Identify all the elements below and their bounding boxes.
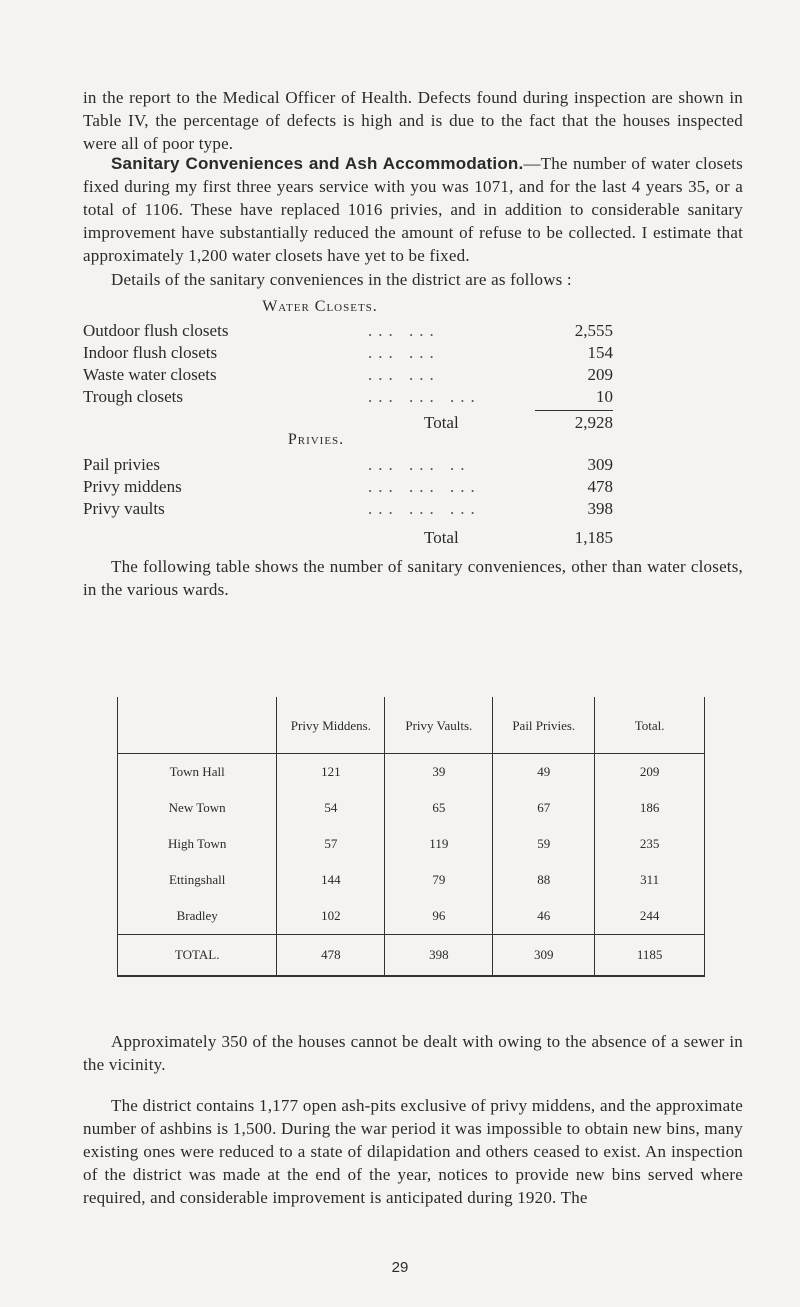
- item-label: Outdoor flush closets: [83, 321, 229, 340]
- header-cell: Pail Privies.: [493, 697, 595, 754]
- header-cell: Total.: [595, 697, 705, 754]
- table-cell: 49: [493, 754, 595, 791]
- table-cell: 478: [277, 935, 385, 977]
- table-cell: 235: [595, 826, 705, 862]
- item-label: Pail privies: [83, 455, 160, 474]
- ward-name: Town Hall: [118, 754, 277, 791]
- table-row: [118, 826, 705, 862]
- privies-total-label: Total: [424, 528, 459, 547]
- table-row: [118, 898, 705, 935]
- leader-dots: ... ... ...: [368, 477, 481, 496]
- header-cell: Privy Vaults.: [385, 697, 493, 754]
- ward-name: Ettingshall: [118, 862, 277, 898]
- table-cell: 144: [277, 862, 385, 898]
- header-cell: Privy Middens.: [277, 697, 385, 754]
- table-cell: 311: [595, 862, 705, 898]
- list-item: [83, 499, 613, 521]
- ward-name: High Town: [118, 826, 277, 862]
- leader-dots: ... ... ..: [368, 455, 471, 474]
- table-cell: 39: [385, 754, 493, 791]
- list-item: [83, 477, 613, 499]
- list-item: [83, 387, 613, 409]
- table-cell: 57: [277, 826, 385, 862]
- wards-table: [117, 697, 705, 977]
- table-cell: 46: [493, 898, 595, 935]
- table-cell: 309: [493, 935, 595, 977]
- leader-dots: ... ...: [368, 365, 440, 384]
- total-label: TOTAL.: [118, 935, 277, 977]
- table-cell: 121: [277, 754, 385, 791]
- item-value: 2,555: [574, 321, 613, 340]
- sanitary-text: —The number of water closets fixed during my first three years service with you was 1071, and for the last 4 years 35, or a total of 1106. These have replaced 1016 privies, and in addition to considerable sanitary improvement have substantially reduced the amount of refuse to be collected. I estimate that approximately 1,200 water closets have yet to be fixed.: [83, 154, 743, 265]
- table-header-row: [118, 697, 705, 754]
- table-intro: The following table shows the number of sanitary conveniences, other than water closets, in the various wards.: [83, 557, 743, 599]
- water-closets-title: Water Closets.: [262, 298, 378, 315]
- table-cell: 398: [385, 935, 493, 977]
- table-cell: 119: [385, 826, 493, 862]
- table-row: [118, 754, 705, 791]
- water-closets-total-label: Total: [424, 413, 459, 432]
- ward-name: Bradley: [118, 898, 277, 935]
- sanitary-heading: Sanitary Conveniences and Ash Accommodation.: [111, 154, 524, 173]
- item-value: 154: [587, 343, 613, 362]
- privies-list: [83, 455, 613, 521]
- list-item: [83, 365, 613, 387]
- leader-dots: ... ... ...: [368, 387, 481, 406]
- leader-dots: ... ...: [368, 343, 440, 362]
- water-closets-total-value: 2,928: [574, 413, 613, 432]
- table-cell: 244: [595, 898, 705, 935]
- table-cell: 88: [493, 862, 595, 898]
- table-cell: 96: [385, 898, 493, 935]
- leader-dots: ... ... ...: [368, 499, 481, 518]
- privies-title: Privies.: [287, 431, 345, 448]
- table-cell: 186: [595, 790, 705, 826]
- ward-name: New Town: [118, 790, 277, 826]
- list-item: [83, 455, 613, 477]
- sanitary-paragraph: [83, 152, 743, 267]
- table-cell: 59: [493, 826, 595, 862]
- total-rule: [535, 410, 613, 411]
- water-closets-list: [83, 321, 613, 409]
- table-total-row: [118, 935, 705, 977]
- item-label: Waste water closets: [83, 365, 217, 384]
- table-cell: 102: [277, 898, 385, 935]
- table-cell: 67: [493, 790, 595, 826]
- table-cell: 54: [277, 790, 385, 826]
- table-row: [118, 862, 705, 898]
- list-item: [83, 343, 613, 365]
- item-value: 209: [587, 365, 613, 384]
- table-cell: 209: [595, 754, 705, 791]
- table-row: [118, 790, 705, 826]
- item-label: Privy middens: [83, 477, 182, 496]
- houses-paragraph: Approximately 350 of the houses cannot be dealt with owing to the absence of a sewer in the vicinity.: [83, 1032, 743, 1074]
- intro-paragraph: in the report to the Medical Officer of Health. Defects found during inspection are shown in Table IV, the percentage of defects is high and is due to the fact that the houses inspected were all of poor type.: [83, 88, 743, 153]
- item-value: 10: [596, 387, 613, 406]
- leader-dots: ... ...: [368, 321, 440, 340]
- item-label: Indoor flush closets: [83, 343, 218, 362]
- privies-total-value: 1,185: [574, 528, 613, 547]
- list-item: [83, 321, 613, 343]
- table-cell: 1185: [595, 935, 705, 977]
- item-value: 309: [587, 455, 613, 474]
- table-cell: 65: [385, 790, 493, 826]
- item-value: 478: [587, 477, 613, 496]
- details-intro: Details of the sanitary conveniences in the district are as follows :: [111, 270, 572, 289]
- item-label: Privy vaults: [83, 499, 165, 518]
- ash-paragraph: The district contains 1,177 open ash-pits exclusive of privy middens, and the approximate number of ashbins is 1,500. During the war period it was impossible to obtain new bins, many existing ones were reduced to a state of dilapidation and others ceased to exist. An inspection of the district was made at the end of the year, notices to provide new bins served where required, and considerable improvement is anticipated during 1920. The: [83, 1096, 743, 1207]
- header-cell: [118, 697, 277, 754]
- item-value: 398: [587, 499, 613, 518]
- table-cell: 79: [385, 862, 493, 898]
- item-label: Trough closets: [83, 387, 183, 406]
- page-number: 29: [391, 1259, 409, 1276]
